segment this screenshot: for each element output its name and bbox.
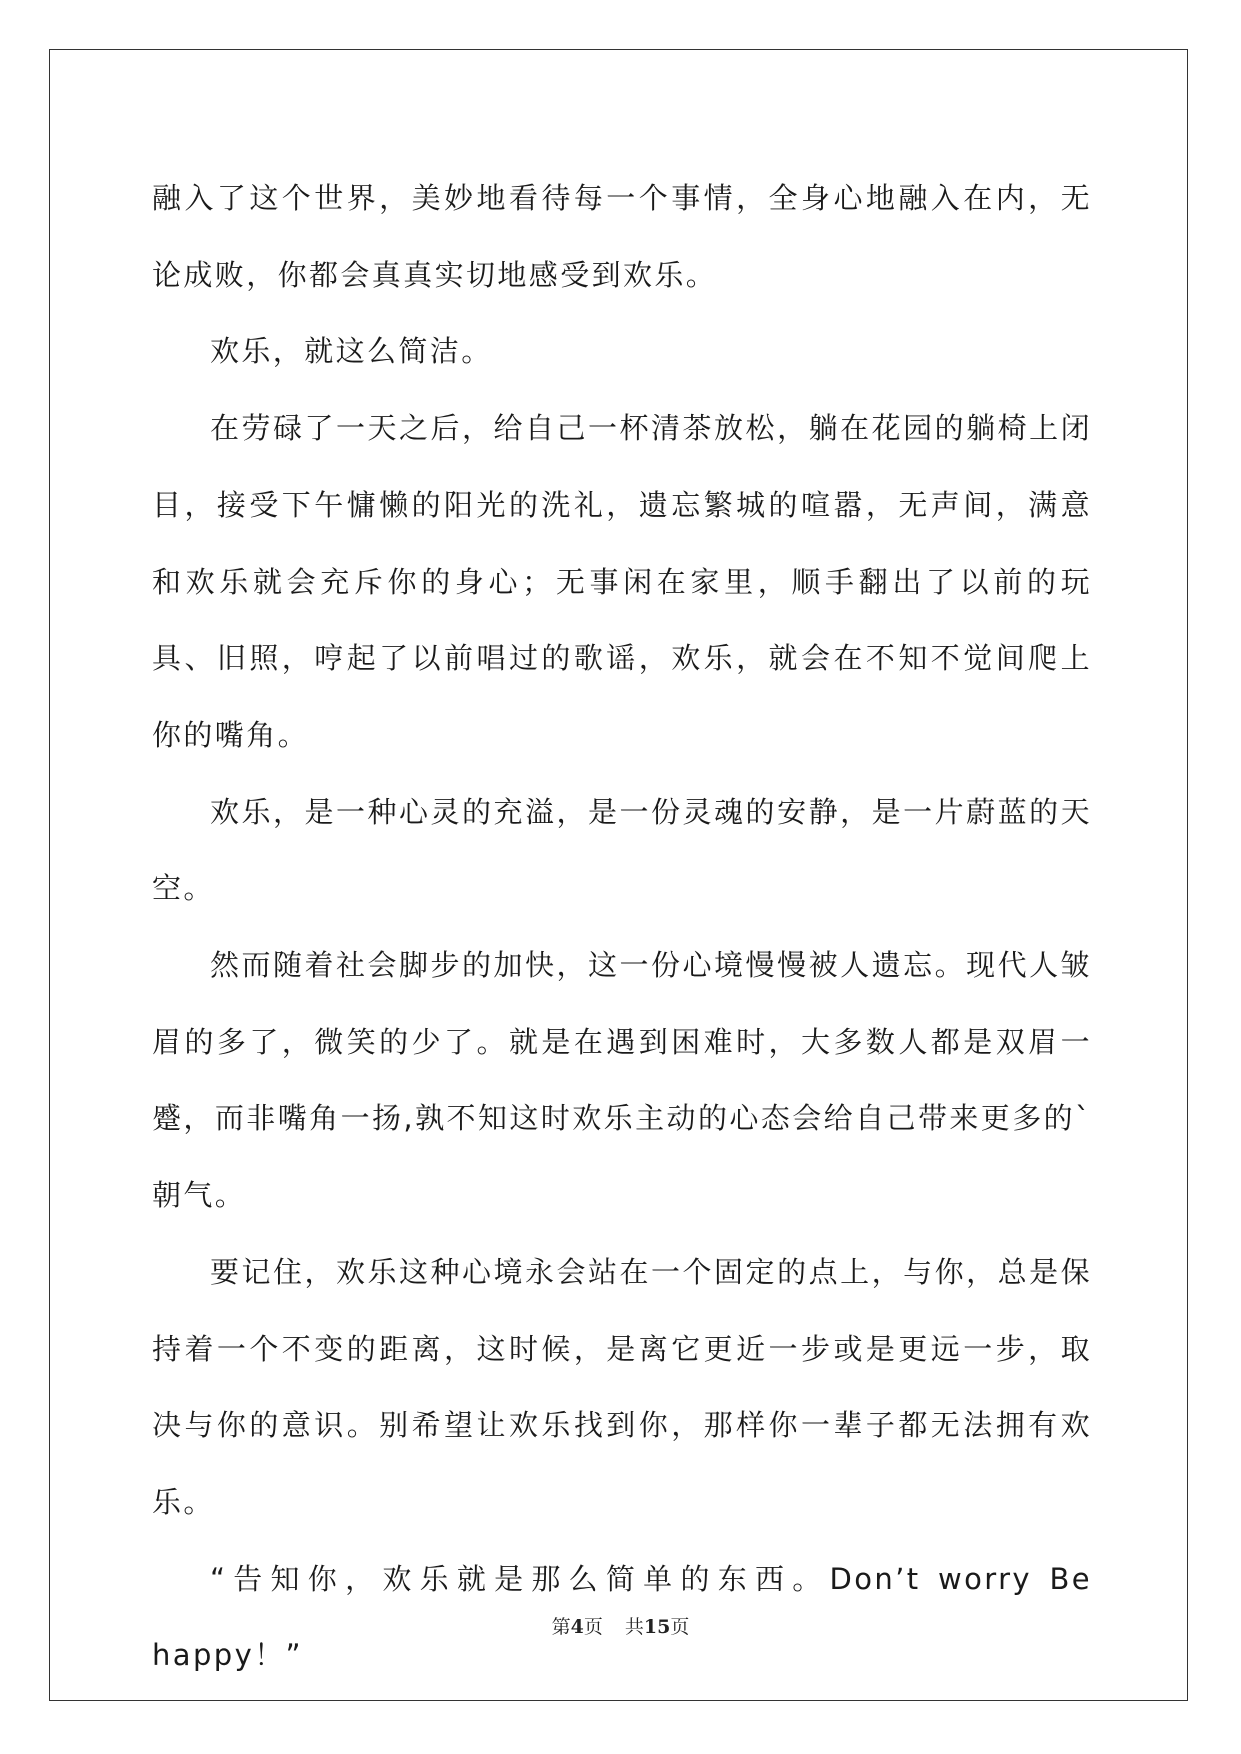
footer-total-prefix: 共	[624, 1616, 644, 1638]
paragraph: 欢乐，是一种心灵的充溢，是一份灵魂的安静，是一片蔚蓝的天空。	[152, 794, 1092, 906]
page-footer	[0, 1612, 1241, 1639]
total-pages: 15	[643, 1616, 671, 1638]
paragraph: 欢乐，就这么简洁。	[210, 334, 493, 369]
paragraph: 然而随着社会脚步的加快，这一份心境慢慢被人遗忘。现代人皱眉的多了，微笑的少了。就是在遇到困难时，大多数人都是双眉一蹙，而非嘴角一扬,孰不知这时欢乐主动的心态会给自己带来更多的`朝气。	[152, 948, 1092, 1213]
page-number: 4	[570, 1616, 584, 1638]
paragraph: 融入了这个世界，美妙地看待每一个事情，全身心地融入在内，无论成败，你都会真真实切地感受到欢乐。	[152, 181, 1092, 292]
footer-total-suffix: 页	[670, 1616, 690, 1638]
document-body	[152, 160, 1092, 1694]
footer-page-suffix: 页	[583, 1616, 603, 1638]
paragraph: “告知你，欢乐就是那么简单的东西。Don’t worry Be happy！”	[152, 1561, 1092, 1673]
footer-prefix: 第	[551, 1616, 571, 1638]
paragraph: 要记住，欢乐这种心境永会站在一个固定的点上，与你，总是保持着一个不变的距离，这时候，是离它更近一步或是更远一步，取决与你的意识。别希望让欢乐找到你，那样你一辈子都无法拥有欢乐。	[152, 1254, 1092, 1519]
paragraph: 在劳碌了一天之后，给自己一杯清茶放松，躺在花园的躺椅上闭目，接受下午慵懒的阳光的洗礼，遗忘繁城的喧嚣，无声间，满意和欢乐就会充斥你的身心；无事闲在家里，顺手翻出了以前的玩具、旧照，哼起了以前唱过的歌谣，欢乐，就会在不知不觉间爬上你的嘴角。	[152, 411, 1092, 752]
